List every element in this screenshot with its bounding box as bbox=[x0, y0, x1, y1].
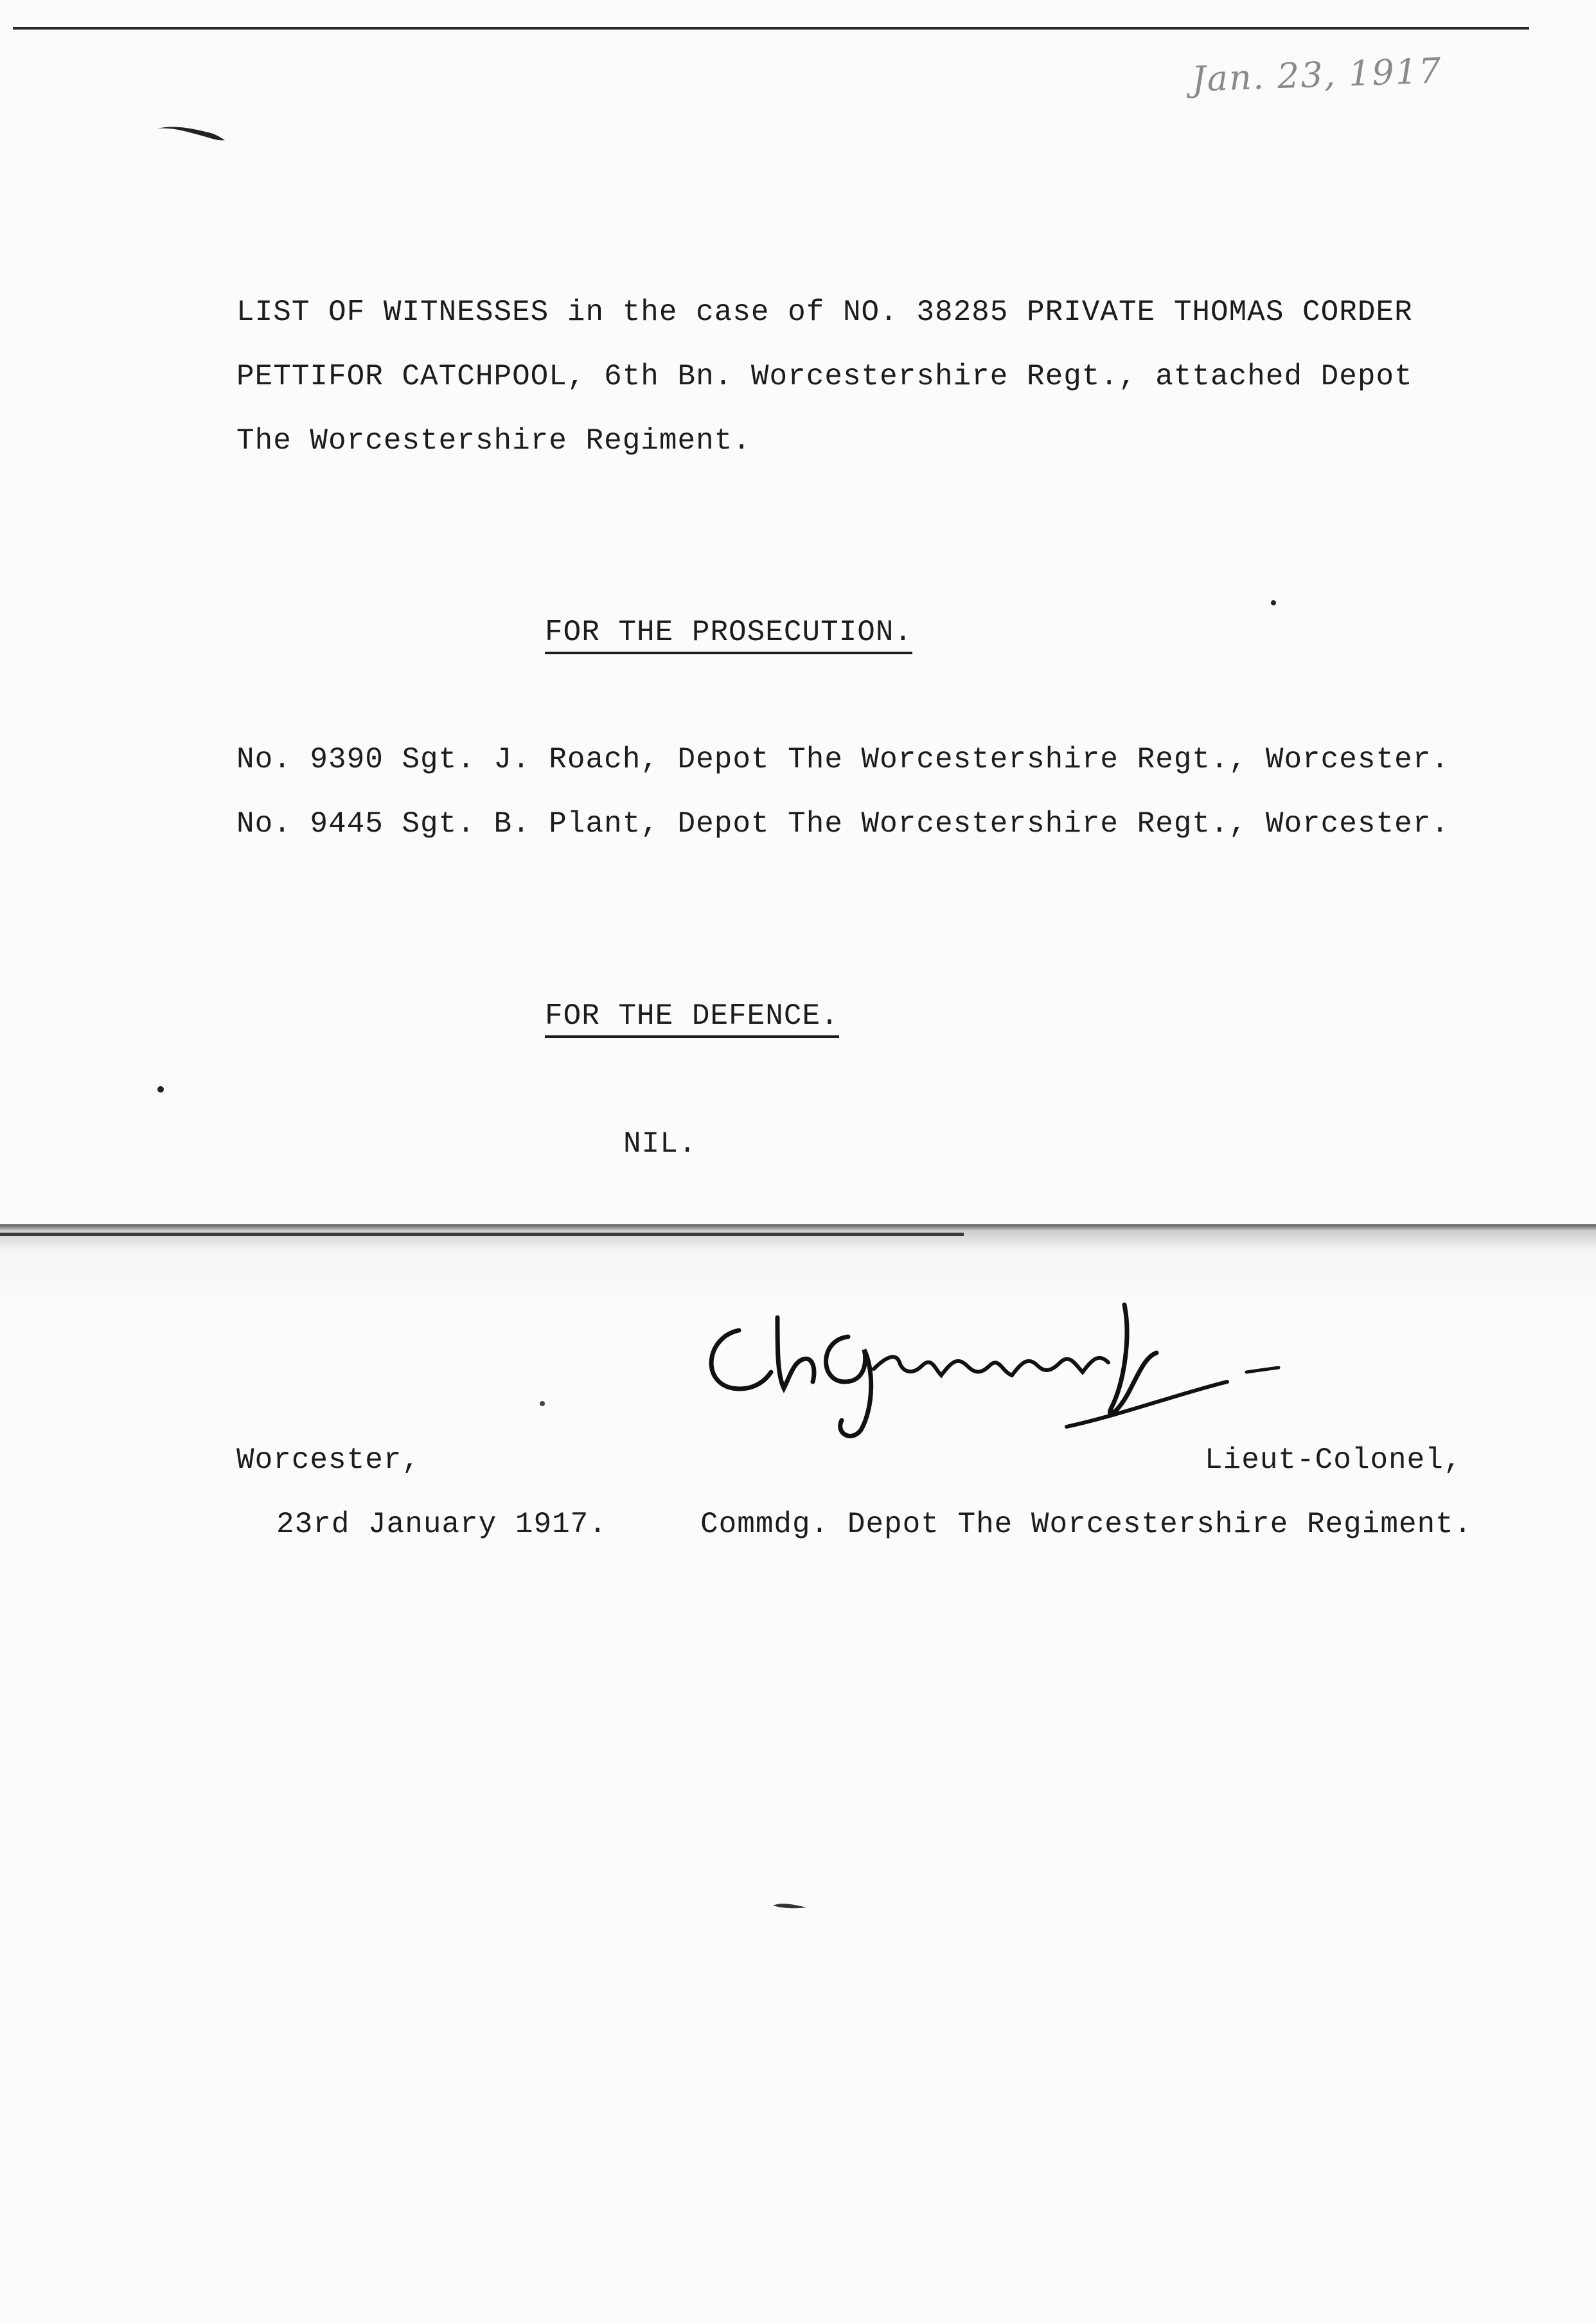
speck bbox=[1271, 600, 1276, 605]
speck bbox=[157, 1086, 164, 1093]
speck bbox=[540, 1401, 545, 1406]
prosecution-witness: No. 9390 Sgt. J. Roach, Depot The Worcestershire Regt., Worcester. bbox=[236, 743, 1450, 776]
footer-appointment: Commdg. Depot The Worcestershire Regiment. bbox=[700, 1508, 1473, 1541]
title-line-1: LIST OF WITNESSES in the case of NO. 38285 PRIVATE THOMAS CORDER bbox=[236, 296, 1413, 329]
title-line-2: PETTIFOR CATCHPOOL, 6th Bn. Worcestershire Regt., attached Depot bbox=[236, 360, 1413, 393]
title-line-3: The Worcestershire Regiment. bbox=[236, 424, 751, 458]
prosecution-heading: FOR THE PROSECUTION. bbox=[545, 616, 912, 654]
footer-rank: Lieut-Colonel, bbox=[1205, 1443, 1462, 1477]
prosecution-witness: No. 9445 Sgt. B. Plant, Depot The Worcestershire Regt., Worcester. bbox=[236, 807, 1450, 841]
footer-date: 23rd January 1917. bbox=[276, 1508, 607, 1541]
footer-place: Worcester, bbox=[236, 1443, 421, 1477]
handwritten-date: Jan. 23, 1917 bbox=[1191, 50, 1443, 100]
signature bbox=[681, 1292, 1291, 1446]
defence-witnesses: NIL. bbox=[623, 1127, 697, 1161]
paper-fold-line bbox=[0, 1233, 964, 1236]
paper-fold-shadow bbox=[0, 1224, 1596, 1301]
ink-mark-top-left bbox=[154, 116, 231, 154]
top-edge-rule bbox=[13, 27, 1529, 30]
ink-mark-bottom bbox=[771, 1896, 810, 1915]
defence-heading: FOR THE DEFENCE. bbox=[545, 999, 839, 1038]
